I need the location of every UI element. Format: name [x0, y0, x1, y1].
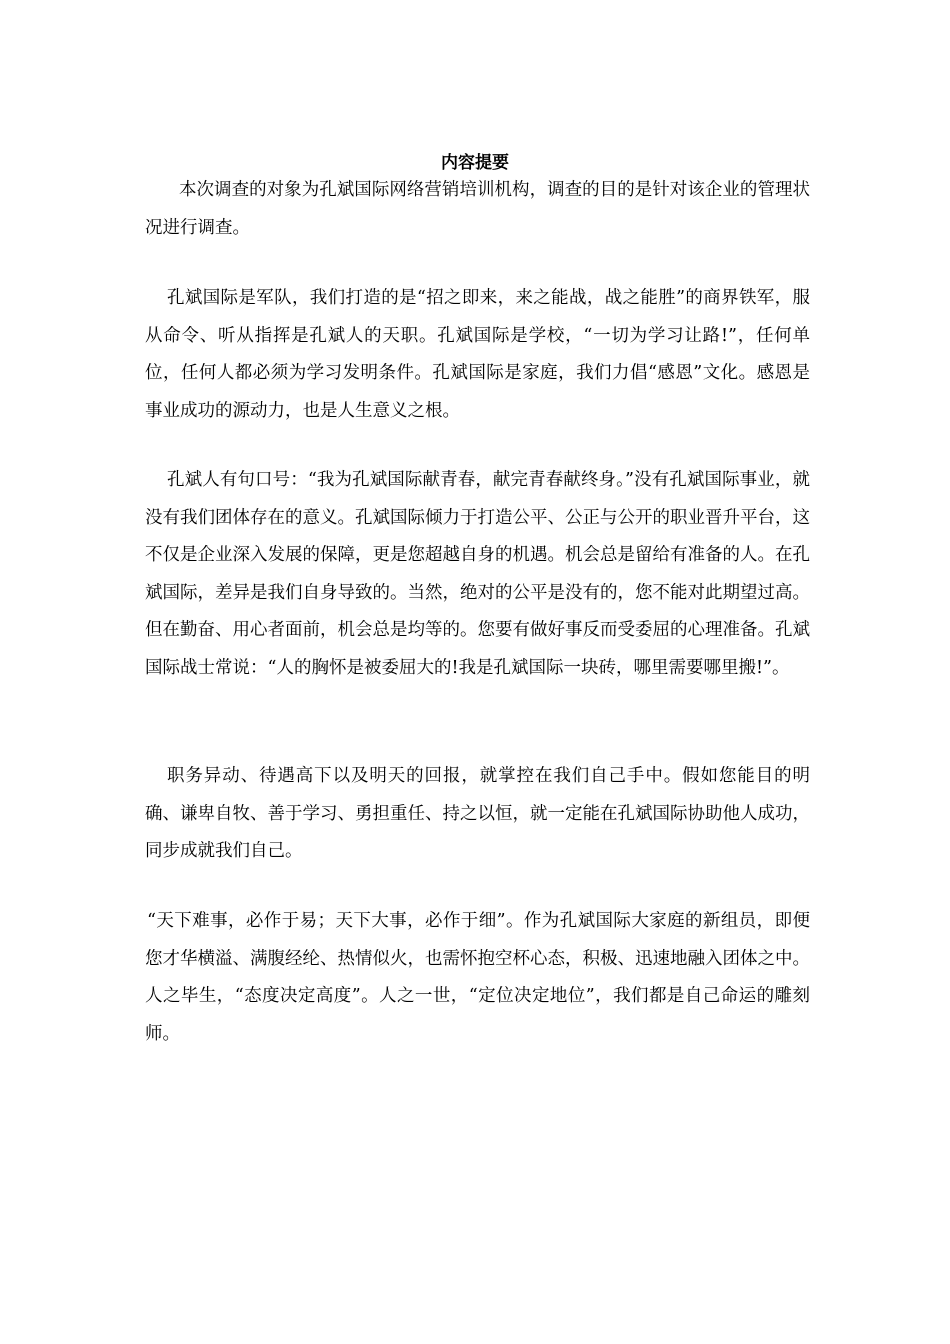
- paragraph-career: 职务异动、待遇高下以及明天的回报，就掌控在我们自己手中。假如您能目的明确、谦卑自牧、善于学习、勇担重任、持之以恒，就一定能在孔斌国际协助他人成功，同步成就我们自己。: [145, 766, 810, 861]
- document-title: 内容提要: [441, 153, 509, 173]
- paragraph-slogan: 孔斌人有句口号：“我为孔斌国际献青春，献完青春献终身。”没有孔斌国际事业，就没有我们团体存在的意义。孔斌国际倾力于打造公平、公正与公开的职业晋升平台，这不仅是企业深入发展的保障，更是您超越自身的机遇。机会总是留给有准备的人。在孔斌国际，差异是我们自身导致的。当然，绝对的公平是没有的，您不能对此期望过高。但在勤奋、用心者面前，机会总是均等的。您要有做好事反而受委屈的心理准备。孔斌国际战士常说：“人的胸怀是被委屈大的!我是孔斌国际一块砖，哪里需要哪里搬!”。: [145, 470, 810, 678]
- paragraph-intro: 本次调查的对象为孔斌国际网络营销培训机构，调查的目的是针对该企业的管理状况进行调查。: [145, 180, 810, 238]
- paragraph-attitude: “天下难事，必作于易；天下大事，必作于细”。作为孔斌国际大家庭的新组员，即便您才华横溢、满腹经纶、热情似火，也需怀抱空杯心态，积极、迅速地融入团体之中。人之毕生，“态度决定高度”。人之一世，“定位决定地位”，我们都是自己命运的雕刻师。: [145, 911, 810, 1044]
- paragraph-culture: 孔斌国际是军队，我们打造的是“招之即来，来之能战，战之能胜”的商界铁军，服从命令、听从指挥是孔斌人的天职。孔斌国际是学校，“一切为学习让路!”，任何单位，任何人都必须为学习发明条件。孔斌国际是家庭，我们力倡“感恩”文化。感恩是事业成功的源动力，也是人生意义之根。: [145, 288, 810, 421]
